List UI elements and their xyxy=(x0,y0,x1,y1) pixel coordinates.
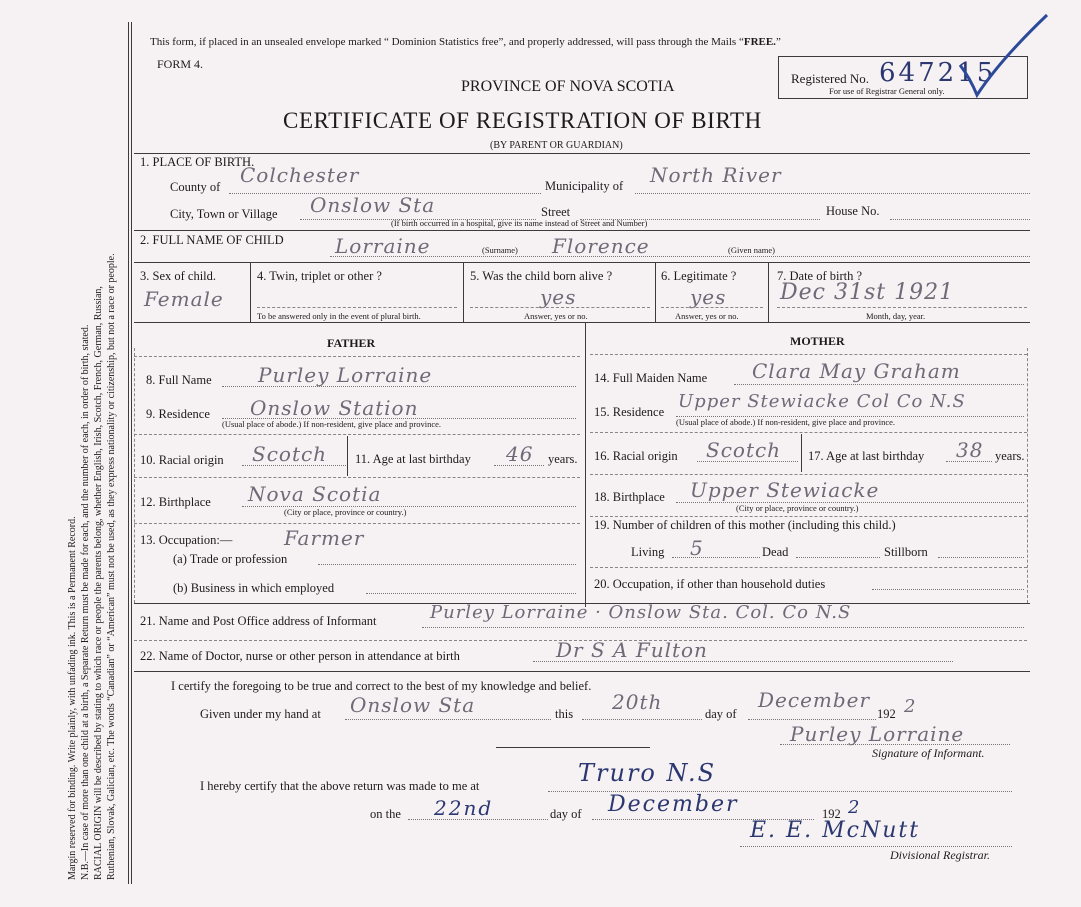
form-number: FORM 4. xyxy=(157,57,204,71)
father-occupation-label: 13. Occupation:— xyxy=(140,533,233,547)
father-residence-value: Onslow Station xyxy=(250,396,419,420)
mother-birthplace-label: 18. Birthplace xyxy=(594,490,665,504)
county-label: County of xyxy=(170,180,221,194)
binding-margin-line xyxy=(128,22,129,884)
legitimate-note: Answer, yes or no. xyxy=(675,311,739,321)
mother-name-value: Clara May Graham xyxy=(752,359,961,383)
sex-value: Female xyxy=(144,287,224,311)
given-place-value: Onslow Sta xyxy=(350,693,476,717)
father-heading: FATHER xyxy=(327,336,376,350)
mother-living-label: Living xyxy=(631,545,665,559)
registered-label: Registered No. xyxy=(791,71,869,86)
registrar-month-value: December xyxy=(608,792,739,817)
rule-child-details xyxy=(134,262,1030,263)
mother-age-label: 17. Age at last birthday xyxy=(808,449,925,463)
informant-signature-caption: Signature of Informant. xyxy=(872,746,985,760)
mother-heading: MOTHER xyxy=(790,334,845,348)
registrar-general-note: For use of Registrar General only. xyxy=(829,86,945,96)
mother-residence-note: (Usual place of abode.) If non-resident, give place and province. xyxy=(676,417,896,427)
certify-text: I certify the foregoing to be true and correct to the best of my knowledge and belief. xyxy=(171,679,592,693)
registration-number: 647215 xyxy=(879,58,997,88)
parents-divider xyxy=(585,322,586,607)
municipality-label: Municipality of xyxy=(545,179,624,193)
legitimate-value: yes xyxy=(690,285,727,309)
mother-children-label: 19. Number of children of this mother (including this child.) xyxy=(594,518,896,532)
given-day-value: 20th xyxy=(612,690,663,714)
father-racial-origin-label: 10. Racial origin xyxy=(140,453,224,467)
margin-note-4: Ruthenian, Slovak, Galician, etc. The words “Canadian” or “American” must not be used, as they express nationality or citizenship, but not a race or people. xyxy=(106,253,117,880)
given-under-hand-label: Given under my hand at xyxy=(200,707,321,721)
father-birthplace-value: Nova Scotia xyxy=(248,482,382,506)
mail-notice: This form, if placed in an unsealed envelope marked “ Dominion Statistics free”, and properly addressed, will pass through the Mails “FREE.” xyxy=(150,36,781,48)
father-years-label: years. xyxy=(548,452,578,466)
province-heading: PROVINCE OF NOVA SCOTIA xyxy=(461,78,675,95)
hospital-note: (If birth occurred in a hospital, give its name instead of Street and Number) xyxy=(391,218,648,228)
municipality-value: North River xyxy=(650,163,782,187)
margin-note-2: N.B.—In case of more than one child at a birth, a Separate Return must be made for each, and the number of each, in order of birth, stated. xyxy=(80,324,91,880)
child-given-name-value: Florence xyxy=(552,234,650,258)
born-alive-note: Answer, yes or no. xyxy=(524,311,588,321)
born-alive-value: yes xyxy=(540,285,577,309)
mother-name-label: 14. Full Maiden Name xyxy=(594,371,708,385)
father-name-value: Purley Lorraine xyxy=(258,363,433,387)
given-year-prefix: 192 xyxy=(877,707,896,721)
margin-note-3: RACIAL ORIGIN will be described by stating to which race or people the parents belong, whether English, Irish, Scotch, French, German, Russian, xyxy=(93,286,104,880)
date-of-birth-label: 7. Date of birth ? xyxy=(777,269,863,283)
informant-label: 21. Name and Post Office address of Informant xyxy=(140,614,377,628)
city-value: Onslow Sta xyxy=(310,193,436,217)
registrar-signature-caption: Divisional Registrar. xyxy=(890,848,991,862)
father-trade-value: Farmer xyxy=(284,526,365,550)
twin-label: 4. Twin, triplet or other ? xyxy=(257,269,382,283)
rule-certification xyxy=(134,671,1030,672)
mother-birthplace-note: (City or place, province or country.) xyxy=(736,503,859,513)
father-birthplace-note: (City or place, province or country.) xyxy=(284,507,407,517)
registrar-year-prefix: 192 xyxy=(822,807,841,821)
sex-label: 3. Sex of child. xyxy=(140,269,217,283)
surname-caption: (Surname) xyxy=(482,245,518,255)
registrar-signature: E. E. McNutt xyxy=(750,818,921,843)
registrar-certify-text: I hereby certify that the above return was made to me at xyxy=(200,779,480,793)
registrar-day-value: 22nd xyxy=(434,796,494,820)
margin-note-1: Margin reserved for binding. Write plainly, with unfading ink. This is a Permanent Record. xyxy=(67,516,78,880)
child-name-label: 2. FULL NAME OF CHILD xyxy=(140,233,284,247)
father-residence-note: (Usual place of abode.) If non-resident, give place and province. xyxy=(222,419,442,429)
given-name-caption: (Given name) xyxy=(728,245,775,255)
doctor-value: Dr S A Fulton xyxy=(556,638,708,662)
rule-child-name xyxy=(134,230,1030,231)
this-label: this xyxy=(555,707,574,721)
child-surname-value: Lorraine xyxy=(335,234,431,258)
legitimate-label: 6. Legitimate ? xyxy=(661,269,737,283)
date-of-birth-value: Dec 31st 1921 xyxy=(780,280,955,305)
informant-value: Purley Lorraine · Onslow Sta. Col. Co N.S xyxy=(430,602,852,623)
father-business-label: (b) Business in which employed xyxy=(173,581,335,595)
father-age-value: 46 xyxy=(506,442,534,466)
rule-parents xyxy=(134,322,1030,323)
twin-note: To be answered only in the event of plural birth. xyxy=(257,311,421,321)
father-name-label: 8. Full Name xyxy=(146,373,212,387)
short-divider xyxy=(496,747,650,748)
doctor-label: 22. Name of Doctor, nurse or other person in attendance at birth xyxy=(140,649,460,663)
father-trade-label: (a) Trade or profession xyxy=(173,552,288,566)
binding-margin-line-inner xyxy=(131,22,132,884)
given-year-suffix: 2 xyxy=(904,696,917,717)
given-day-of-label: day of xyxy=(705,707,737,721)
informant-signature: Purley Lorraine xyxy=(790,722,965,746)
mother-residence-label: 15. Residence xyxy=(594,405,665,419)
given-month-value: December xyxy=(758,688,871,712)
father-residence-label: 9. Residence xyxy=(146,407,210,421)
father-racial-origin-value: Scotch xyxy=(252,442,328,466)
house-number-label: House No. xyxy=(826,204,880,218)
check-mark xyxy=(955,10,1055,100)
registrar-day-of-label: day of xyxy=(550,807,582,821)
on-the-label: on the xyxy=(370,807,401,821)
mother-age-value: 38 xyxy=(956,438,984,462)
mother-living-value: 5 xyxy=(690,536,704,560)
mother-residence-value: Upper Stewiacke Col Co N.S xyxy=(678,391,966,412)
born-alive-label: 5. Was the child born alive ? xyxy=(470,269,613,283)
father-birthplace-label: 12. Birthplace xyxy=(140,495,211,509)
certificate-title: CERTIFICATE OF REGISTRATION OF BIRTH xyxy=(283,108,762,133)
city-label: City, Town or Village xyxy=(170,207,278,221)
mother-occupation-label: 20. Occupation, if other than household duties xyxy=(594,577,826,591)
registrar-year-suffix: 2 xyxy=(848,797,862,818)
date-of-birth-note: Month, day, year. xyxy=(866,311,926,321)
mother-stillborn-label: Stillborn xyxy=(884,545,928,559)
place-of-birth-label: 1. PLACE OF BIRTH. xyxy=(140,155,255,169)
mother-dead-label: Dead xyxy=(762,545,789,559)
mother-racial-origin-value: Scotch xyxy=(706,438,782,462)
mother-years-label: years. xyxy=(995,449,1025,463)
margin-instructions xyxy=(66,0,118,880)
mother-birthplace-value: Upper Stewiacke xyxy=(690,478,880,502)
registrar-place-value: Truro N.S xyxy=(578,759,717,787)
county-value: Colchester xyxy=(240,163,360,187)
rule-top xyxy=(134,153,1030,154)
mother-racial-origin-label: 16. Racial origin xyxy=(594,449,678,463)
certificate-subtitle: (BY PARENT OR GUARDIAN) xyxy=(490,140,623,151)
street-label: Street xyxy=(541,205,571,219)
father-age-label: 11. Age at last birthday xyxy=(355,452,471,466)
